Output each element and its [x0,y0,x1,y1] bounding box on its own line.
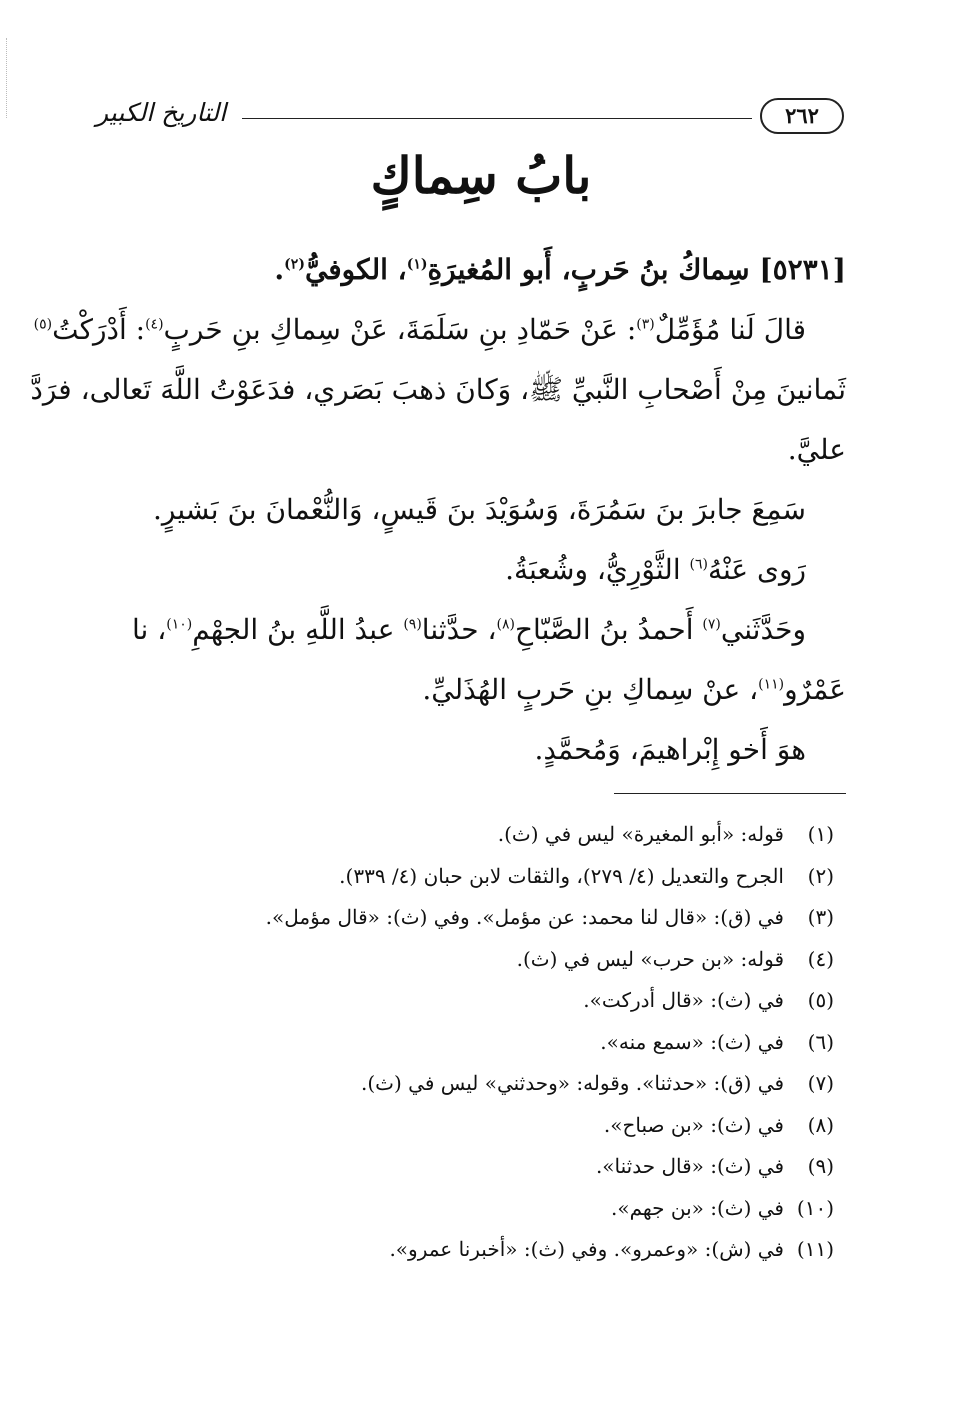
footnote-ref: (٤) [145,316,164,333]
footnote-number: (١) [807,822,834,846]
footnote-number: (١١) [796,1237,834,1261]
text-line: سَمِعَ جابرَ بنَ سَمُرَةَ، وَسُوَيْدَ بنَ قَيسٍ، وَالنُّعْمانَ بنَ بَشيرٍ. [152,493,806,526]
text-span: أَحمدُ بنُ الصَّبّاحِ [514,613,703,646]
text-line [96,660,846,720]
text-span: ، نا [131,613,167,646]
text-line: عليَّ. [787,433,846,466]
footnote-ref: (١٠) [166,616,193,633]
footnote [96,897,834,939]
footnote-text: في (ث): «سمع منه». [600,1029,784,1054]
main-text [30,240,846,780]
footnote-text: في (ث): «بن صباح». [603,1112,784,1137]
text-span: : عَنْ حَمّادِ بنِ سَلَمَةَ، عَنْ سِماكِ بنِ حَربٍ [163,313,637,346]
text-line: ثَمانينَ مِنْ أَصْحابِ النَّبيِّ ﷺ، وَكانَ ذهبَ بَصَري، فدَعَوْتُ اللَّهَ تَعالى، فرَدَّ [30,373,846,406]
footnote-text: في (ش): «وعمرو». وفي (ث): «أخبرنا عمرو». [389,1237,784,1261]
footnote-text: في (ث): «بن جهم». [611,1195,784,1220]
footnote [96,980,834,1022]
text-span: : أَدْرَكْتُ [52,313,146,346]
footnote-ref: (٧) [702,616,721,633]
footnote-text: في (ث): «قال أدركت». [583,988,784,1012]
footnote-number: (٨) [807,1112,834,1137]
footnote-ref: (١١) [758,676,785,693]
footnote-number: (١٠) [796,1195,834,1220]
page-number: ٢٦٢ [760,98,844,134]
footnote [96,939,834,981]
text-span: ، عنْ سِماكِ بنِ حَربٍ الهُذَليِّ. [422,673,759,706]
text-line [96,540,846,600]
entry-heading [96,240,846,300]
footnote-number: (٩) [807,1154,834,1178]
entry-end: . [274,253,285,286]
gutter-mark [6,38,7,118]
entry-name: سِماكُ بنُ حَربٍ، أَبو المُغيرَةِ [427,253,750,286]
footnote [96,856,834,898]
chapter-title: بابُ سِماكٍ [370,146,592,205]
footnote-ref: (٢) [284,256,305,273]
footnote [96,1105,834,1147]
header-rule [242,118,752,119]
footnote-ref: (٨) [496,616,515,633]
text-line [33,300,846,360]
book-title: التاريخ الكبير [96,98,227,127]
footnote-text: الجرح والتعديل (٤/ ٢٧٩)، والثقات لابن حبان (٤/ ٣٣٩). [339,863,784,888]
footnote-number: (٤) [807,946,834,971]
footnote-number: (٦) [807,1029,834,1054]
footnote [96,1063,834,1105]
text-line: هوَ أَخو إِبْراهيمَ، وَمُحمَّدٍ. [534,733,806,766]
text-span: رَوى عَنْهُ [707,553,806,586]
footnote-text: قوله: «أبو المغيرة» ليس في (ث). [497,822,784,846]
text-span: عبدُ اللَّهِ بنُ الجهْمِ [192,613,404,646]
entry-nisba: ، الكوفيُّ [304,253,407,286]
text-span: ، حدَّثنا [421,613,497,646]
text-span: الثَّوْرِيُّ، وشُعبَةُ. [505,553,690,586]
footnote-number: (٥) [807,988,834,1012]
entry-number: [٥٢٣١] [759,253,846,286]
text-span: عَمْرٌو [784,673,846,706]
footnote [96,1229,834,1271]
footnote-ref: (٥) [33,316,53,333]
footnote-text: قوله: «بن حرب» ليس في (ث). [516,946,784,971]
footnote-text: في (ق): «قال لنا محمد: عن مؤمل». وفي (ث): «قال مؤمل». [265,905,784,929]
text-line [96,600,846,660]
footnotes [96,814,834,1271]
footnote-text: في (ث): «قال حدثنا». [595,1154,784,1178]
footnote-ref: (٩) [403,616,422,633]
page-header [96,92,844,136]
footnote [96,814,834,856]
footnote [96,1146,834,1188]
footnote-ref: (٦) [689,556,708,573]
footnote-number: (٢) [807,863,834,888]
footnote [96,1022,834,1064]
text-span: قالَ لَنا مُؤَمِّلٌ [654,313,806,346]
footnote-number: (٣) [807,905,834,929]
text-span: وحَدَّثَني [720,613,806,646]
footnote-text: في (ق): «حدثنا». وقوله: «وحدثني» ليس في (ث). [361,1071,784,1095]
footnote-number: (٧) [807,1071,834,1095]
footnote-ref: (٣) [636,316,655,333]
footnote-separator [614,793,846,794]
footnote [96,1188,834,1230]
footnote-ref: (١) [406,256,428,273]
